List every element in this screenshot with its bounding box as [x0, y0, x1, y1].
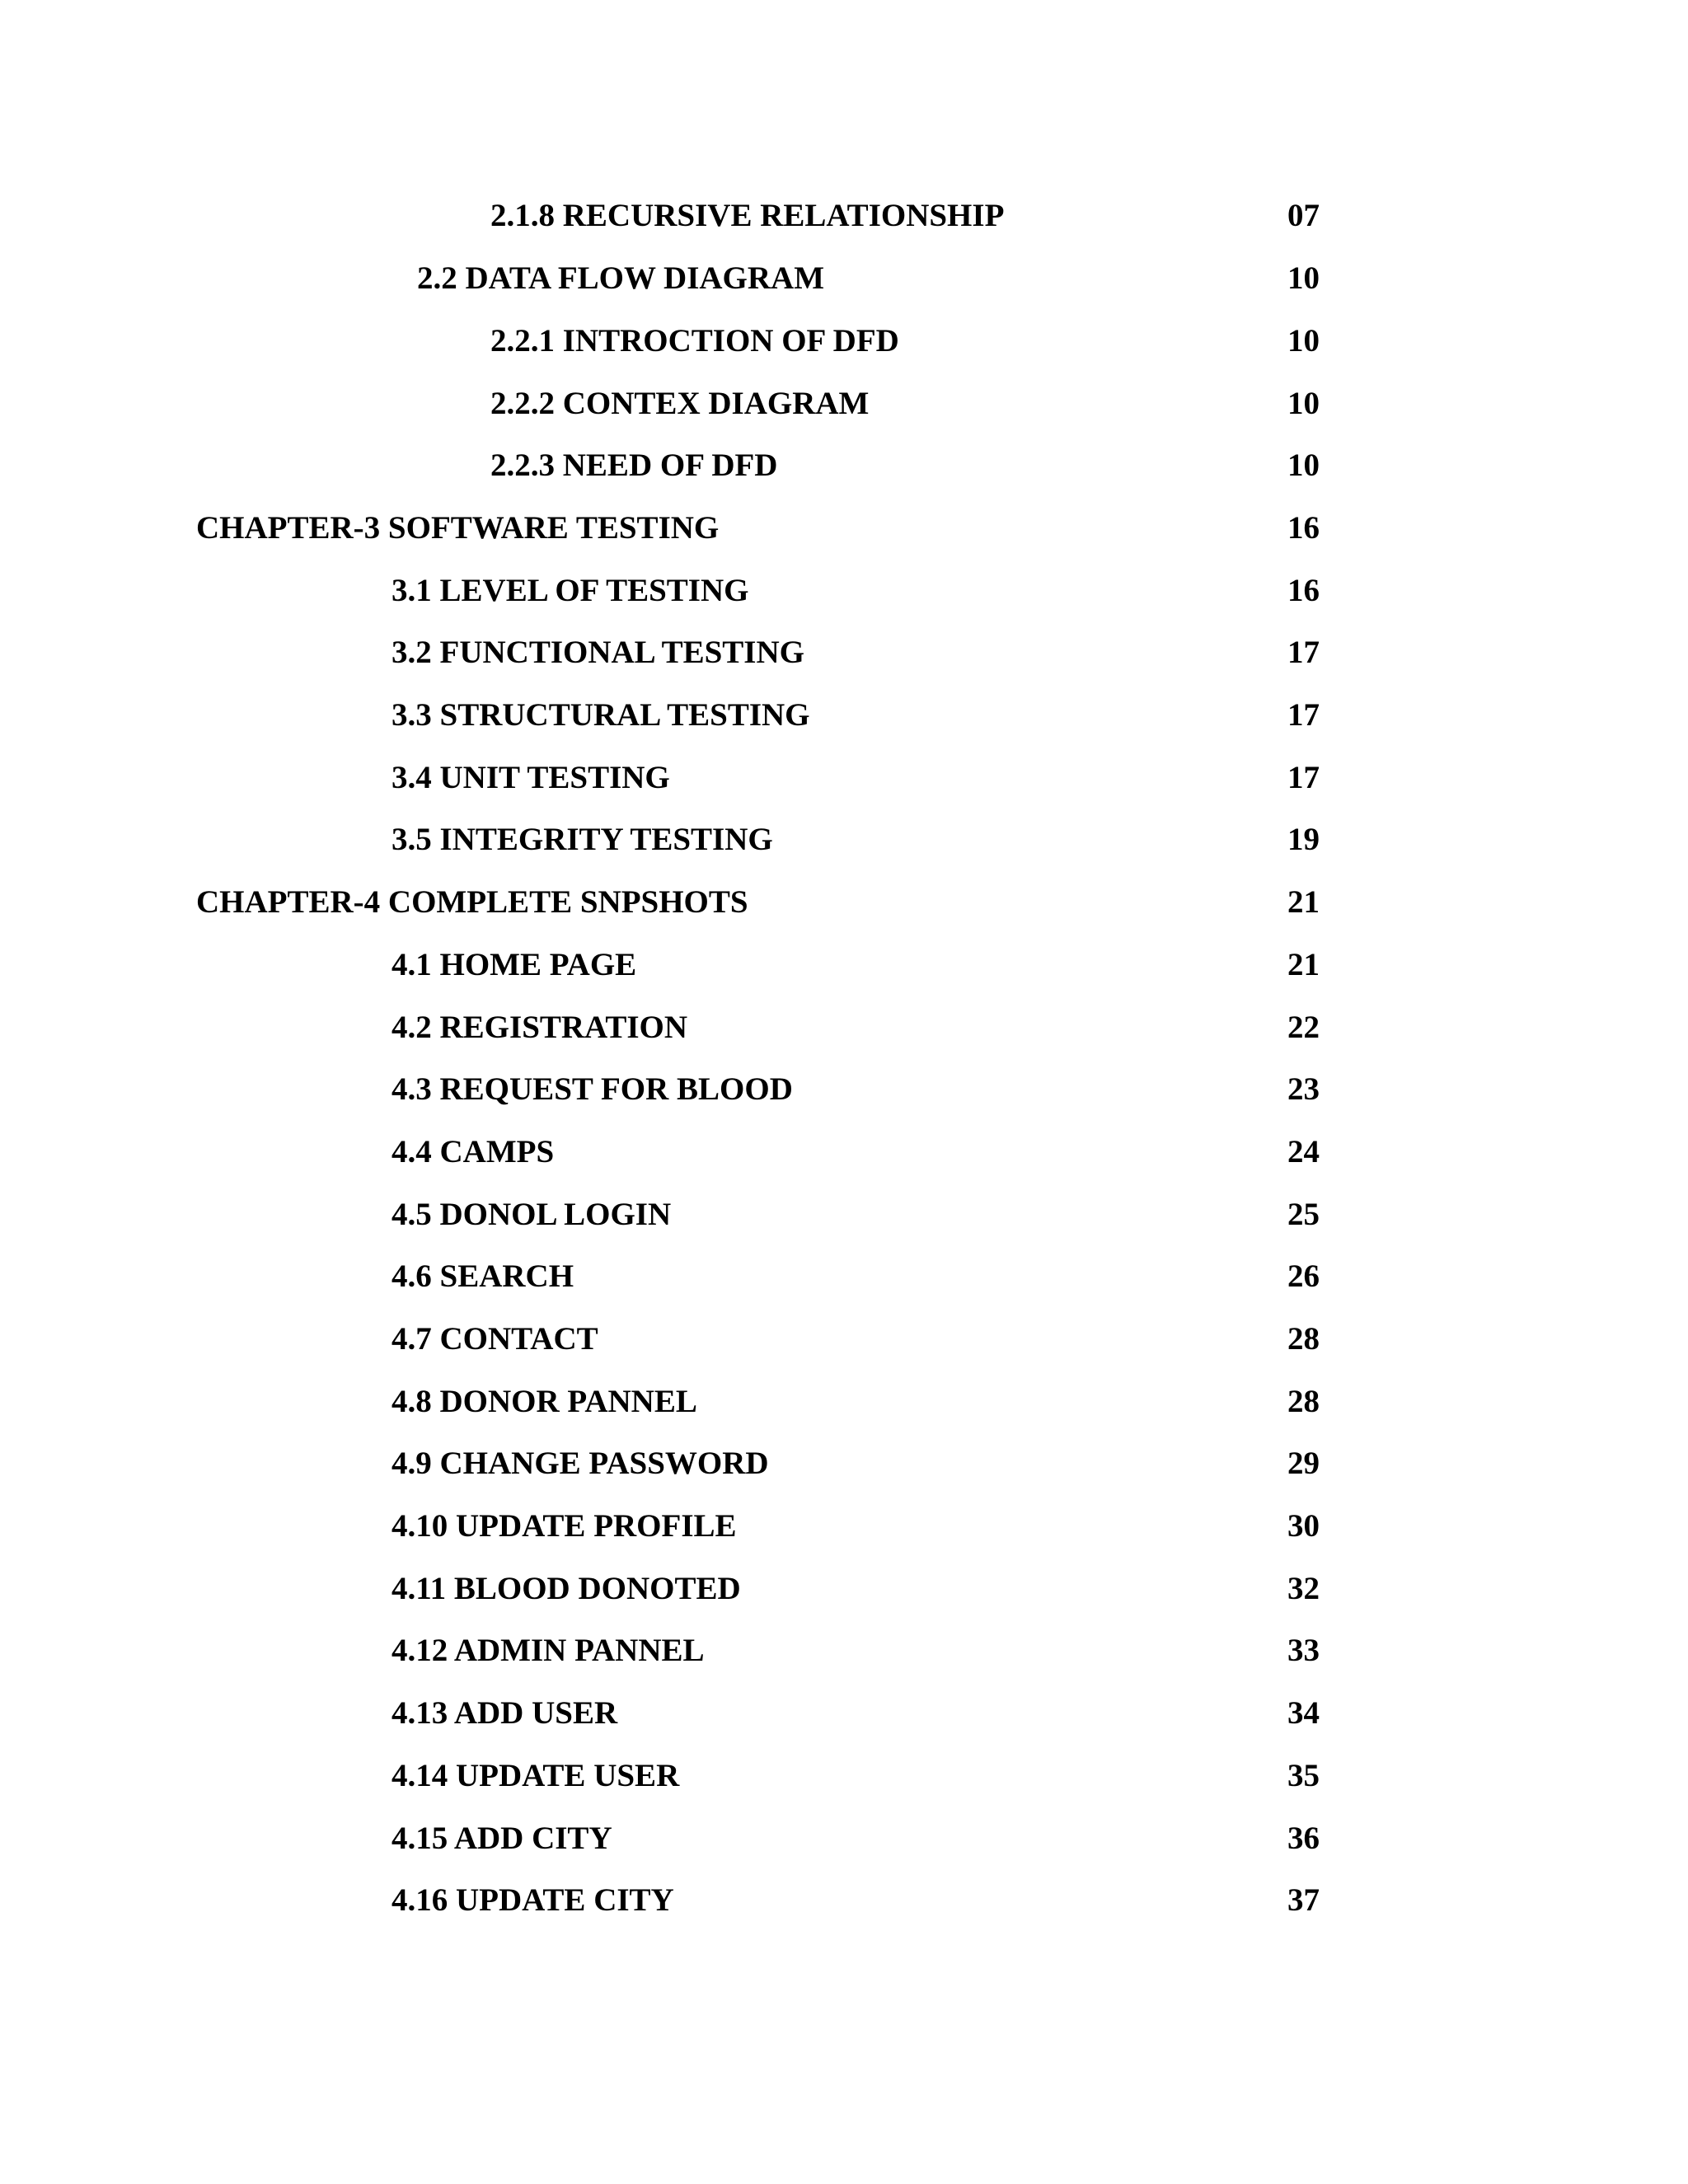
toc-entry-title: 3.2 FUNCTIONAL TESTING — [392, 635, 804, 670]
toc-entry-page: 28 — [1287, 1321, 1320, 1357]
toc-entry-title: CHAPTER-3 SOFTWARE TESTING — [196, 510, 720, 546]
toc-entry-page: 33 — [1287, 1633, 1320, 1668]
toc-entry-page: 23 — [1287, 1071, 1320, 1107]
toc-entry-page: 16 — [1287, 573, 1320, 608]
toc-entry-page: 10 — [1287, 386, 1320, 421]
toc-entry-title: 4.8 DONOR PANNEL — [392, 1384, 697, 1419]
toc-entry-title: 2.2 DATA FLOW DIAGRAM — [417, 260, 825, 296]
toc-entry-page: 19 — [1287, 822, 1320, 857]
toc-entry-title: 2.2.1 INTROCTION OF DFD — [490, 323, 899, 359]
toc-entry — [0, 1315, 1688, 1364]
toc-entry-page: 22 — [1287, 1010, 1320, 1045]
toc-entry-title: 4.14 UPDATE USER — [392, 1758, 680, 1793]
toc-entry — [0, 1252, 1688, 1301]
toc-entry — [0, 1814, 1688, 1863]
toc-entry-page: 21 — [1287, 884, 1320, 920]
toc-entry-title: 4.1 HOME PAGE — [392, 947, 637, 982]
toc-entry — [0, 940, 1688, 990]
toc-entry-page: 28 — [1287, 1384, 1320, 1419]
toc-entry — [0, 1689, 1688, 1738]
toc-entry-title: 4.9 CHANGE PASSWORD — [392, 1446, 769, 1481]
toc-entry — [0, 1377, 1688, 1427]
toc-entry — [0, 1502, 1688, 1551]
toc-entry-title: 4.15 ADD CITY — [392, 1821, 612, 1856]
toc-entry-title: 3.3 STRUCTURAL TESTING — [392, 697, 810, 733]
toc-entry-title: 4.11 BLOOD DONOTED — [392, 1571, 741, 1606]
toc-entry-page: 21 — [1287, 947, 1320, 982]
toc-entry — [0, 1564, 1688, 1614]
toc-entry — [0, 1003, 1688, 1052]
toc-entry-title: 4.5 DONOL LOGIN — [392, 1197, 672, 1232]
toc-entry — [0, 1127, 1688, 1177]
toc-entry — [0, 316, 1688, 366]
toc-entry — [0, 691, 1688, 740]
toc-entry-title: 2.2.2 CONTEX DIAGRAM — [490, 386, 870, 421]
toc-entry-page: 37 — [1287, 1882, 1320, 1918]
toc-entry-page: 10 — [1287, 260, 1320, 296]
toc-entry-page: 24 — [1287, 1134, 1320, 1169]
toc-entry — [0, 628, 1688, 677]
toc-entry-title: 3.1 LEVEL OF TESTING — [392, 573, 749, 608]
toc-entry — [0, 441, 1688, 490]
toc-entry-title: 4.4 CAMPS — [392, 1134, 555, 1169]
toc-entry-title: 2.2.3 NEED OF DFD — [490, 448, 778, 483]
toc-entry — [0, 1876, 1688, 1925]
toc-entry-page: 35 — [1287, 1758, 1320, 1793]
toc-entry-page: 17 — [1287, 635, 1320, 670]
toc-entry-page: 26 — [1287, 1258, 1320, 1294]
toc-entry-page: 32 — [1287, 1571, 1320, 1606]
toc-entry-page: 34 — [1287, 1695, 1320, 1731]
toc-entry-page: 25 — [1287, 1197, 1320, 1232]
toc-entry — [0, 815, 1688, 865]
toc-entry — [0, 1626, 1688, 1675]
toc-entry — [0, 566, 1688, 616]
toc-entry — [0, 191, 1688, 241]
toc-entry-page: 17 — [1287, 760, 1320, 795]
toc-entry — [0, 1751, 1688, 1801]
toc-entry — [0, 1065, 1688, 1114]
toc-entry-title: CHAPTER-4 COMPLETE SNPSHOTS — [196, 884, 748, 920]
toc-entry-title: 3.4 UNIT TESTING — [392, 760, 670, 795]
toc-entry-title: 4.13 ADD USER — [392, 1695, 618, 1731]
toc-entry-title: 4.2 REGISTRATION — [392, 1010, 688, 1045]
toc-chapter-entry — [0, 878, 1688, 927]
toc-entry — [0, 1439, 1688, 1488]
toc-entry-title: 4.6 SEARCH — [392, 1258, 574, 1294]
toc-entry-title: 3.5 INTEGRITY TESTING — [392, 822, 773, 857]
toc-entry — [0, 379, 1688, 429]
toc-entry-page: 29 — [1287, 1446, 1320, 1481]
toc-chapter-entry — [0, 504, 1688, 553]
toc-entry-page: 30 — [1287, 1508, 1320, 1544]
toc-entry-page: 10 — [1287, 323, 1320, 359]
toc-entry-page: 17 — [1287, 697, 1320, 733]
toc-entry-title: 2.1.8 RECURSIVE RELATIONSHIP — [490, 198, 1005, 233]
toc-entry-page: 16 — [1287, 510, 1320, 546]
toc-entry — [0, 254, 1688, 303]
toc-entry-title: 4.3 REQUEST FOR BLOOD — [392, 1071, 793, 1107]
toc-entry-title: 4.16 UPDATE CITY — [392, 1882, 674, 1918]
toc-entry-page: 36 — [1287, 1821, 1320, 1856]
toc-entry-title: 4.12 ADMIN PANNEL — [392, 1633, 705, 1668]
toc-entry-title: 4.10 UPDATE PROFILE — [392, 1508, 737, 1544]
toc-entry — [0, 1190, 1688, 1240]
toc-entry — [0, 753, 1688, 803]
toc-entry-title: 4.7 CONTACT — [392, 1321, 598, 1357]
toc-entry-page: 10 — [1287, 448, 1320, 483]
toc-entry-page: 07 — [1287, 198, 1320, 233]
